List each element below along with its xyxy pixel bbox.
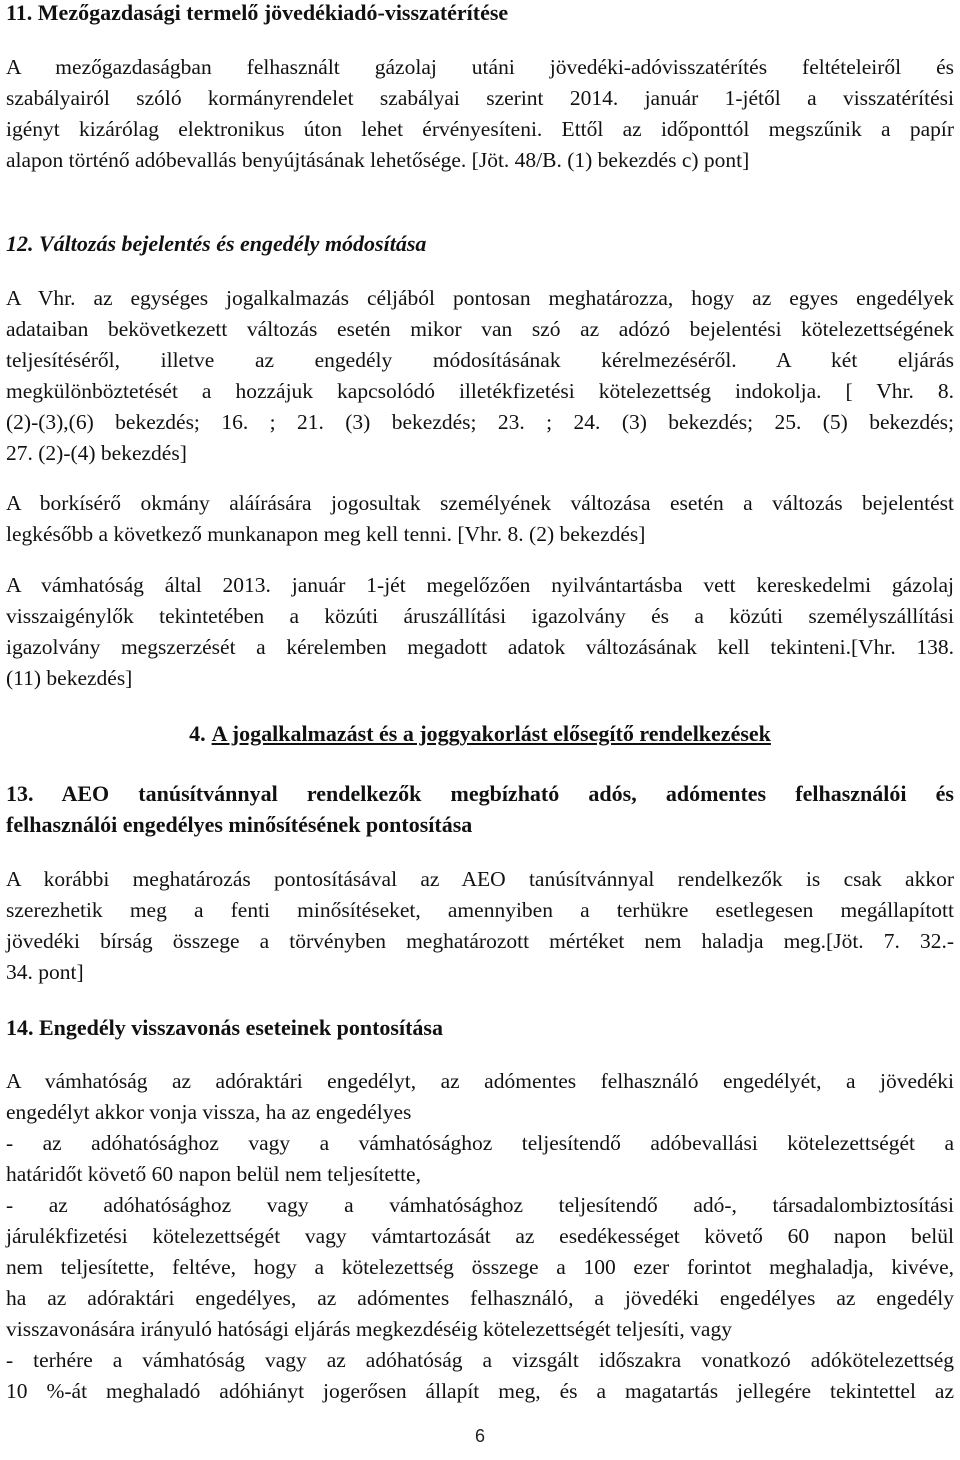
paragraph-line: jövedéki bírság összege a törvényben meghatározott mértéket nem haladja meg.[Jöt. 7. 32.- <box>6 929 954 953</box>
section-12-paragraph-3 <box>6 570 954 694</box>
paragraph-line: 34. pont] <box>6 960 84 984</box>
paragraph-line: engedélyt akkor vonja vissza, ha az engedélyes <box>6 1100 412 1124</box>
section-13-paragraph <box>6 864 954 988</box>
paragraph-line: igazolvány megszerzését a kérelemben megadott adatok változásának kell tekinteni.[Vhr. 138. <box>6 635 954 659</box>
paragraph-line: alapon történő adóbevallás benyújtásának lehetősége. [Jöt. 48/B. (1) bekezdés c) pont] <box>6 148 750 172</box>
list-item-line: nem teljesítette, feltéve, hogy a kötelezettség összege a 100 ezer forintot meghaladja, kivéve, <box>6 1255 954 1279</box>
chapter-number: 4. <box>189 721 206 746</box>
paragraph-line: adataiban bekövetkezett változás esetén mikor van szó az adózó bejelentési kötelezettségének <box>6 317 954 341</box>
list-item-line: - az adóhatósághoz vagy a vámhatósághoz teljesítendő adóbevallási kötelezettségét a <box>6 1131 954 1155</box>
list-item-line: 10 %-át meghaladó adóhiányt jogerősen állapít meg, és a magatartás jellegére tekintettel az <box>6 1379 954 1403</box>
paragraph-line: teljesítéséről, illetve az engedély módosításának kérelmezéséről. A két eljárás <box>6 348 954 372</box>
list-item-line: visszavonására irányuló hatósági eljárás megkezdéséig kötelezettségét teljesíti, vagy <box>6 1317 732 1341</box>
title-line: 13. AEO tanúsítvánnyal rendelkezők megbízható adós, adómentes felhasználói és <box>6 781 954 806</box>
section-12-title: 12. Változás bejelentés és engedély módosítása <box>6 231 427 256</box>
section-11-paragraph <box>6 52 954 176</box>
title-line: felhasználói engedélyes minősítésének pontosítása <box>6 812 473 837</box>
chapter-title: A jogalkalmazást és a joggyakorlást elősegítő rendelkezések <box>211 721 771 746</box>
list-item-line: - terhére a vámhatóság vagy az adóhatóság a vizsgált időszakra vonatkozó adókötelezettség <box>6 1348 954 1372</box>
paragraph-line: A vámhatóság az adóraktári engedélyt, az adómentes felhasználó engedélyét, a jövedéki <box>6 1069 954 1093</box>
paragraph-line: (11) bekezdés] <box>6 666 133 690</box>
paragraph-line: 27. (2)-(4) bekezdés] <box>6 441 187 465</box>
list-item-line: ha az adóraktári engedélyes, az adómentes felhasználó, a jövedéki engedélyes az engedély <box>6 1286 954 1310</box>
paragraph-line: igényt kizárólag elektronikus úton lehet érvényesíteni. Ettől az időponttól megszűnik a papír <box>6 117 954 141</box>
paragraph-line: A borkísérő okmány aláírására jogosultak személyének változása esetén a változás bejelentést <box>6 491 954 515</box>
list-item-line: járulékfizetési kötelezettségét vagy vámtartozását az esedékességet követő 60 napon belül <box>6 1224 954 1248</box>
paragraph-line: (2)-(3),(6) bekezdés; 16. ; 21. (3) bekezdés; 23. ; 24. (3) bekezdés; 25. (5) bekezdés; <box>6 410 954 434</box>
document-page <box>6 0 954 1460</box>
paragraph-line: A mezőgazdaságban felhasznált gázolaj utáni jövedéki-adóvisszatérítés feltételeiről és <box>6 55 954 79</box>
section-14-paragraph <box>6 1066 954 1407</box>
section-12-paragraph-2 <box>6 488 954 550</box>
section-14-title: 14. Engedély visszavonás eseteinek pontosítása <box>6 1015 443 1040</box>
list-item-line: határidőt követő 60 napon belül nem teljesítette, <box>6 1162 421 1186</box>
paragraph-line: szerezhetik meg a fenti minősítéseket, amennyiben a terhükre esetlegesen megállapított <box>6 898 954 922</box>
list-item-line: - az adóhatósághoz vagy a vámhatósághoz teljesítendő adó-, társadalombiztosítási <box>6 1193 954 1217</box>
paragraph-line: A Vhr. az egységes jogalkalmazás céljából pontosan meghatározza, hogy az egyes engedélyek <box>6 286 954 310</box>
paragraph-line: megkülönböztetését a hozzájuk kapcsolódó illetékfizetési kötelezettség indokolja. [ Vhr. 8. <box>6 379 954 403</box>
paragraph-line: legkésőbb a következő munkanapon meg kell tenni. [Vhr. 8. (2) bekezdés] <box>6 522 646 546</box>
paragraph-line: A vámhatóság által 2013. január 1-jét megelőzően nyilvántartásba vett kereskedelmi gázolaj <box>6 573 954 597</box>
paragraph-line: A korábbi meghatározás pontosításával az AEO tanúsítvánnyal rendelkezők is csak akkor <box>6 867 954 891</box>
section-13-title <box>6 778 954 840</box>
chapter-4-heading <box>6 718 954 749</box>
page-number: 6 <box>474 1426 485 1446</box>
paragraph-line: szabályairól szóló kormányrendelet szabályai szerint 2014. január 1-jétől a visszatérítési <box>6 86 954 110</box>
section-12-paragraph-1 <box>6 283 954 469</box>
paragraph-line: visszaigénylők tekintetében a közúti áruszállítási igazolvány és a közúti személyszállítási <box>6 604 954 628</box>
section-11-title: 11. Mezőgazdasági termelő jövedékiadó-visszatérítése <box>6 0 509 25</box>
